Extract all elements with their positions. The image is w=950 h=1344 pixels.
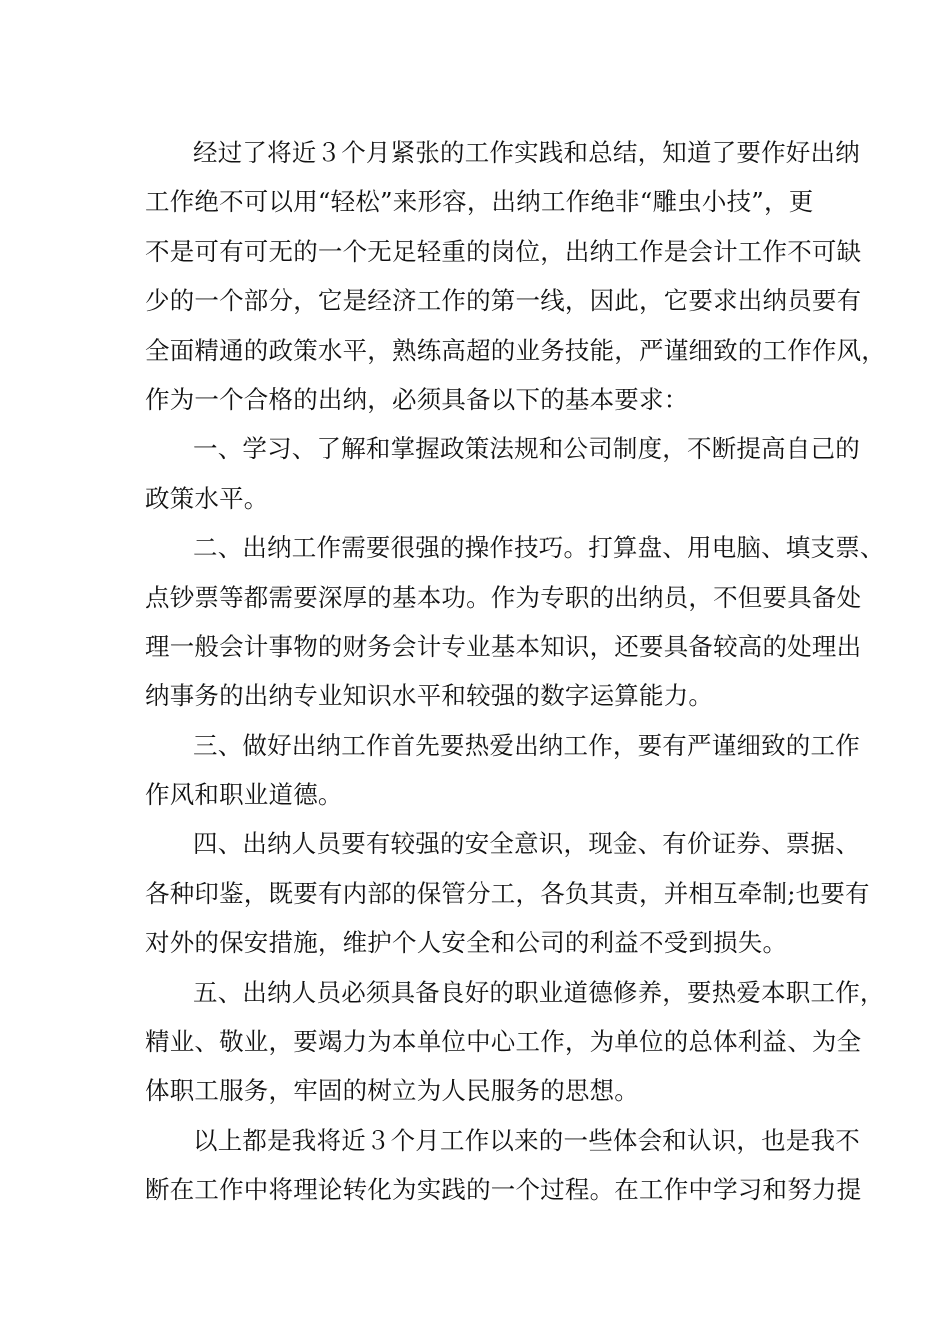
text-line: 各种印鉴，既要有内部的保管分工，各负其责，并相互牵制;也要有 [145, 878, 870, 908]
text-line: 作为一个合格的出纳，必须具备以下的基本要求： [145, 384, 689, 414]
paragraph-item-2 [145, 523, 885, 721]
paragraph-intro [145, 128, 886, 424]
text-line: 四、出纳人员要有较强的安全意识，现金、有价证券、票据、 [193, 829, 860, 859]
text-line: 政策水平。 [145, 483, 269, 513]
text-line: 断在工作中将理论转化为实践的一个过程。在工作中学习和努力提 [145, 1175, 862, 1205]
paragraph-item-5 [145, 968, 885, 1116]
text-line: 体职工服务，牢固的树立为人民服务的思想。 [145, 1076, 639, 1106]
paragraph-item-4 [145, 819, 870, 967]
text-line: 对外的保安措施，维护个人安全和公司的利益不受到损失。 [145, 928, 788, 958]
text-line: 经过了将近３个月紧张的工作实践和总结，知道了要作好出纳 [193, 138, 860, 167]
text-line: 一、学习、了解和掌握政策法规和公司制度，不断提高自己的 [193, 434, 860, 464]
text-line: 作风和职业道德。 [145, 780, 343, 810]
text-line: 以上都是我将近３个月工作以来的一些体会和认识，也是我不 [193, 1125, 860, 1155]
paragraph-conclusion [145, 1116, 862, 1215]
text-line: 不是可有可无的一个无足轻重的岗位，出纳工作是会计工作不可缺 [145, 236, 862, 266]
text-line: 工作绝不可以用“轻松”来形容，出纳工作绝非“雕虫小技”，更 [145, 187, 814, 217]
text-line: 点钞票等都需要深厚的基本功。作为专职的出纳员，不但要具备处 [145, 582, 862, 612]
text-line: 精业、敬业，要竭力为本单位中心工作，为单位的总体利益、为全 [145, 1027, 862, 1057]
text-line: 全面精通的政策水平，熟练高超的业务技能，严谨细致的工作作风， [145, 335, 886, 365]
text-line: 五、出纳人员必须具备良好的职业道德修养，要热爱本职工作， [193, 977, 885, 1007]
text-line: 三、做好出纳工作首先要热爱出纳工作，要有严谨细致的工作 [193, 730, 860, 760]
text-line: 少的一个部分，它是经济工作的第一线，因此，它要求出纳员要有 [145, 286, 862, 316]
text-line: 二、出纳工作需要很强的操作技巧。打算盘、用电脑、填支票、 [193, 533, 885, 563]
text-line: 纳事务的出纳专业知识水平和较强的数字运算能力。 [145, 681, 714, 711]
paragraph-item-3 [145, 721, 860, 820]
text-line: 理一般会计事物的财务会计专业基本知识，还要具备较高的处理出 [145, 631, 862, 661]
document-body [145, 128, 886, 1215]
paragraph-item-1 [145, 424, 860, 523]
